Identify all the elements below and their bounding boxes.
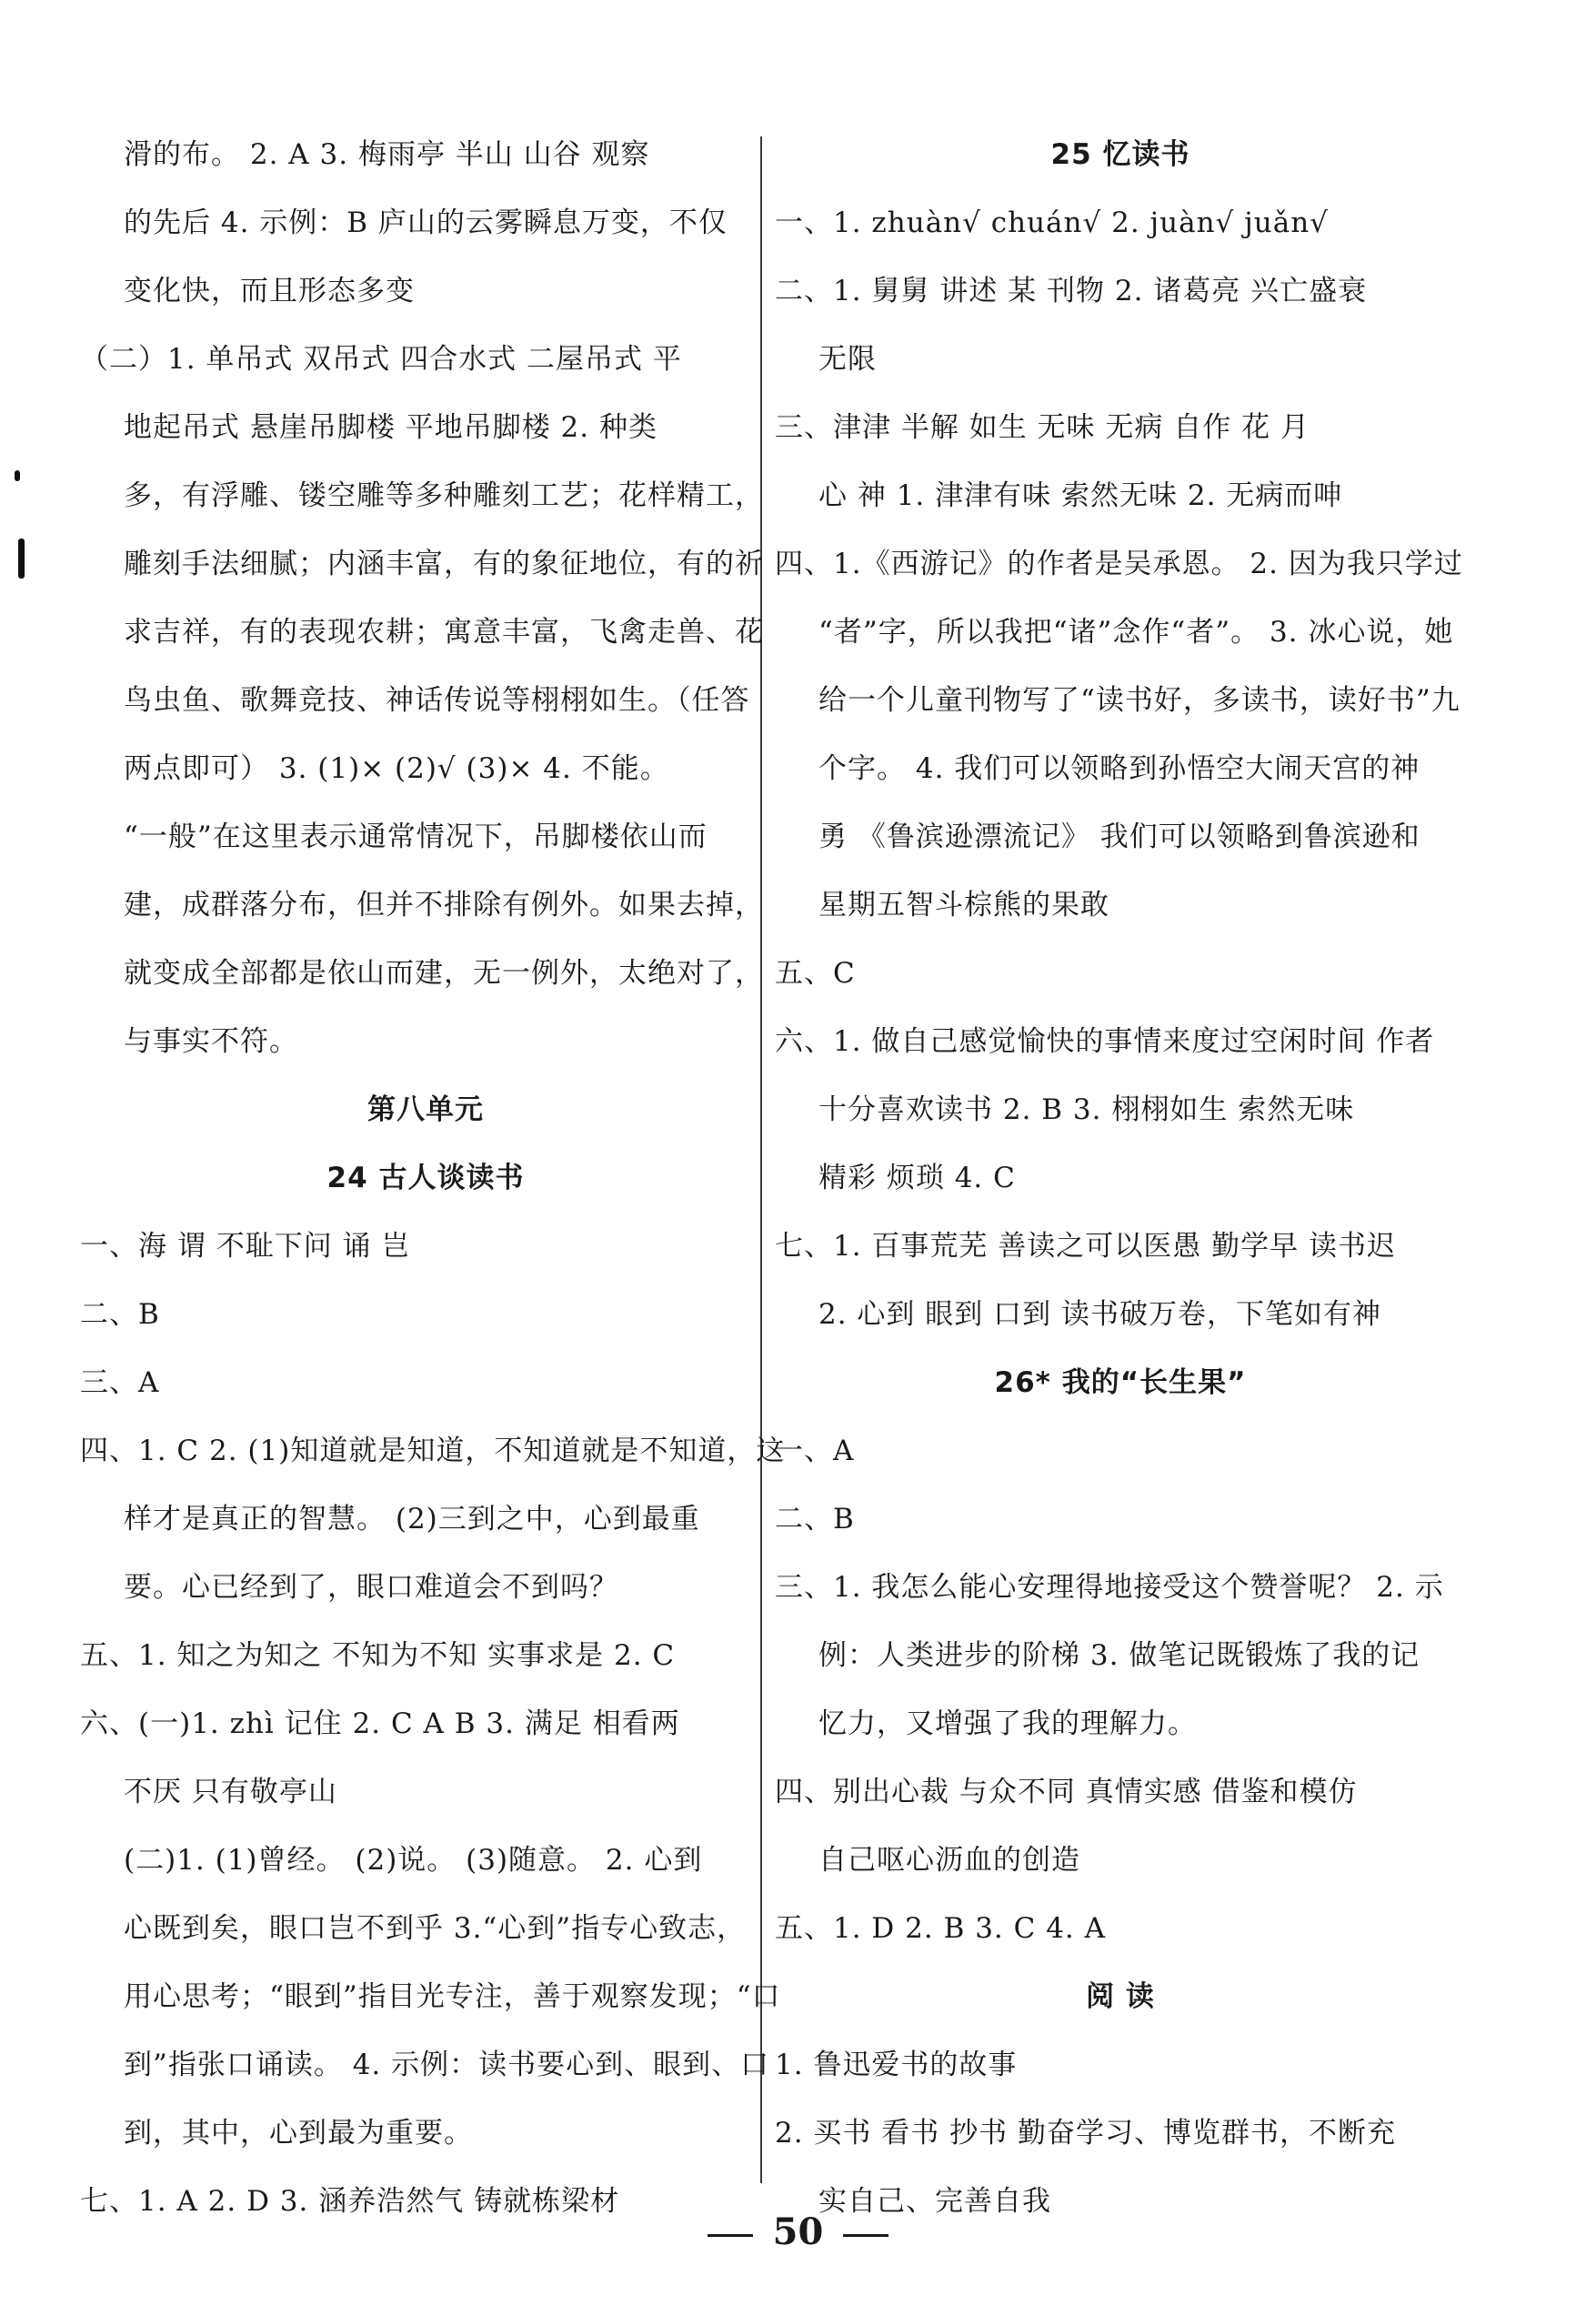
answer-line: 四、1.《西游记》的作者是吴承恩。 2. 因为我只学过 — [775, 548, 1463, 580]
text-line: 建，成群落分布，但并不排除有例外。如果去掉， — [124, 889, 764, 921]
text-line: 多，有浮雕、镂空雕等多种雕刻工艺；花样精工， — [124, 479, 764, 512]
answer-line: “者”字，所以我把“诸”念作“者”。 3. 冰心说，她 — [818, 616, 1454, 649]
answer-line: 给一个儿童刊物写了“读书好，多读书，读好书”九 — [818, 684, 1460, 717]
answer-line: 心既到矣，眼口岂不到乎 3.“心到”指专心致志， — [124, 1912, 747, 1945]
text-line: 雕刻手法细腻；内涵丰富，有的象征地位，有的祈 — [124, 548, 764, 580]
answer-line: 样才是真正的智慧。 (2)三到之中，心到最重 — [124, 1503, 700, 1536]
answer-line: 自己呕心沥血的创造 — [818, 1844, 1080, 1877]
text-line: 变化快，而且形态多变 — [124, 275, 415, 307]
lesson-26-title: 26* 我的“长生果” — [994, 1366, 1247, 1399]
answer-line: 三、1. 我怎么能心安理得地接受这个赞誉呢？ 2. 示 — [775, 1571, 1444, 1604]
page-number — [0, 2210, 1596, 2253]
answer-line: (二)1. (1)曾经。 (2)说。 (3)随意。 2. 心到 — [124, 1844, 703, 1877]
answer-line: 忆力，又增强了我的理解力。 — [818, 1707, 1197, 1740]
answer-line: 四、1. C 2. (1)知道就是知道，不知道就是不知道，这 — [80, 1435, 786, 1467]
answer-line: 五、1. D 2. B 3. C 4. A — [775, 1912, 1107, 1945]
text-line: 两点即可） 3. (1)× (2)√ (3)× 4. 不能。 — [124, 752, 669, 785]
text-line: （二）1. 单吊式 双吊式 四合水式 二屋吊式 平 — [80, 343, 682, 376]
answer-line: 不厌 只有敬亭山 — [124, 1776, 337, 1808]
answer-line: 五、C — [775, 957, 856, 990]
answer-line: 一、海 谓 不耻下问 诵 岂 — [80, 1230, 411, 1263]
scan-mark-dot — [15, 470, 20, 481]
answer-line: 心 神 1. 津津有味 索然无味 2. 无病而呻 — [818, 479, 1343, 512]
answer-line: 七、1. 百事荒芜 善读之可以医愚 勤学早 读书迟 — [775, 1230, 1396, 1263]
answer-line: 用心思考；“眼到”指目光专注，善于观察发现；“口 — [124, 1980, 781, 2013]
answer-line: 一、A — [775, 1435, 855, 1467]
answer-line: 精彩 烦琐 4. C — [818, 1162, 1016, 1194]
answer-line: 星期五智斗棕熊的果敢 — [818, 889, 1109, 921]
page-number-dash-left — [708, 2234, 753, 2237]
text-line: 滑的布。 2. A 3. 梅雨亭 半山 山谷 观察 — [124, 138, 650, 171]
answer-line: 六、(一)1. zhì 记住 2. C A B 3. 满足 相看两 — [80, 1707, 680, 1740]
page-number-value: 50 — [772, 2210, 824, 2253]
text-line: 就变成全部都是依山而建，无一例外，太绝对了， — [124, 957, 764, 990]
answer-line: 个字。 4. 我们可以领略到孙悟空大闹天宫的神 — [818, 752, 1420, 785]
text-line: 与事实不符。 — [124, 1025, 298, 1058]
answer-line: 2. 心到 眼到 口到 读书破万卷，下笔如有神 — [818, 1298, 1381, 1331]
text-line: 求吉祥，有的表现农耕；寓意丰富，飞禽走兽、花 — [124, 616, 764, 649]
lesson-25-title: 25 忆读书 — [1050, 138, 1190, 171]
answer-line: 三、津津 半解 如生 无味 无病 自作 花 月 — [775, 411, 1310, 444]
answer-line: 无限 — [818, 343, 877, 376]
text-line: 的先后 4. 示例：B 庐山的云雾瞬息万变，不仅 — [124, 206, 728, 239]
answer-line: 二、1. 舅舅 讲述 某 刊物 2. 诸葛亮 兴亡盛衰 — [775, 275, 1368, 307]
answer-line: 四、别出心裁 与众不同 真情实感 借鉴和模仿 — [775, 1776, 1358, 1808]
answer-line: 三、A — [80, 1366, 160, 1399]
lesson-24-title: 24 古人谈读书 — [326, 1162, 525, 1194]
answer-line: 1. 鲁迅爱书的故事 — [775, 2049, 1018, 2081]
unit-title: 第八单元 — [367, 1093, 484, 1126]
answer-line: 到”指张口诵读。 4. 示例：读书要心到、眼到、口 — [124, 2049, 770, 2081]
answer-line: 勇 《鲁滨逊漂流记》 我们可以领略到鲁滨逊和 — [818, 821, 1420, 853]
answer-line: 二、B — [775, 1503, 855, 1536]
answer-line: 2. 买书 看书 抄书 勤奋学习、博览群书，不断充 — [775, 2117, 1396, 2150]
page-number-dash-right — [843, 2234, 888, 2237]
text-line: 地起吊式 悬崖吊脚楼 平地吊脚楼 2. 种类 — [124, 411, 657, 444]
answer-line: 要。心已经到了，眼口难道会不到吗？ — [124, 1571, 618, 1604]
reading-title: 阅 读 — [1086, 1980, 1155, 2013]
answer-line: 到，其中，心到最为重要。 — [124, 2117, 473, 2150]
answer-line: 例：人类进步的阶梯 3. 做笔记既锻炼了我的记 — [818, 1639, 1420, 1672]
text-line: “一般”在这里表示通常情况下，吊脚楼依山而 — [124, 821, 708, 853]
answer-line: 五、1. 知之为知之 不知为不知 实事求是 2. C — [80, 1639, 676, 1672]
answer-line: 一、1. zhuàn√ chuán√ 2. juàn√ juǎn√ — [775, 206, 1329, 239]
answer-line: 七、1. A 2. D 3. 涵养浩然气 铸就栋梁材 — [80, 2185, 620, 2218]
answer-line: 实自己、完善自我 — [818, 2185, 1051, 2218]
scan-mark-bar — [18, 539, 25, 579]
answer-line: 十分喜欢读书 2. B 3. 栩栩如生 索然无味 — [818, 1093, 1355, 1126]
text-line: 鸟虫鱼、歌舞竞技、神话传说等栩栩如生。（任答 — [124, 684, 750, 717]
answer-line: 六、1. 做自己感觉愉快的事情来度过空闲时间 作者 — [775, 1025, 1435, 1058]
answer-line: 二、B — [80, 1298, 160, 1331]
